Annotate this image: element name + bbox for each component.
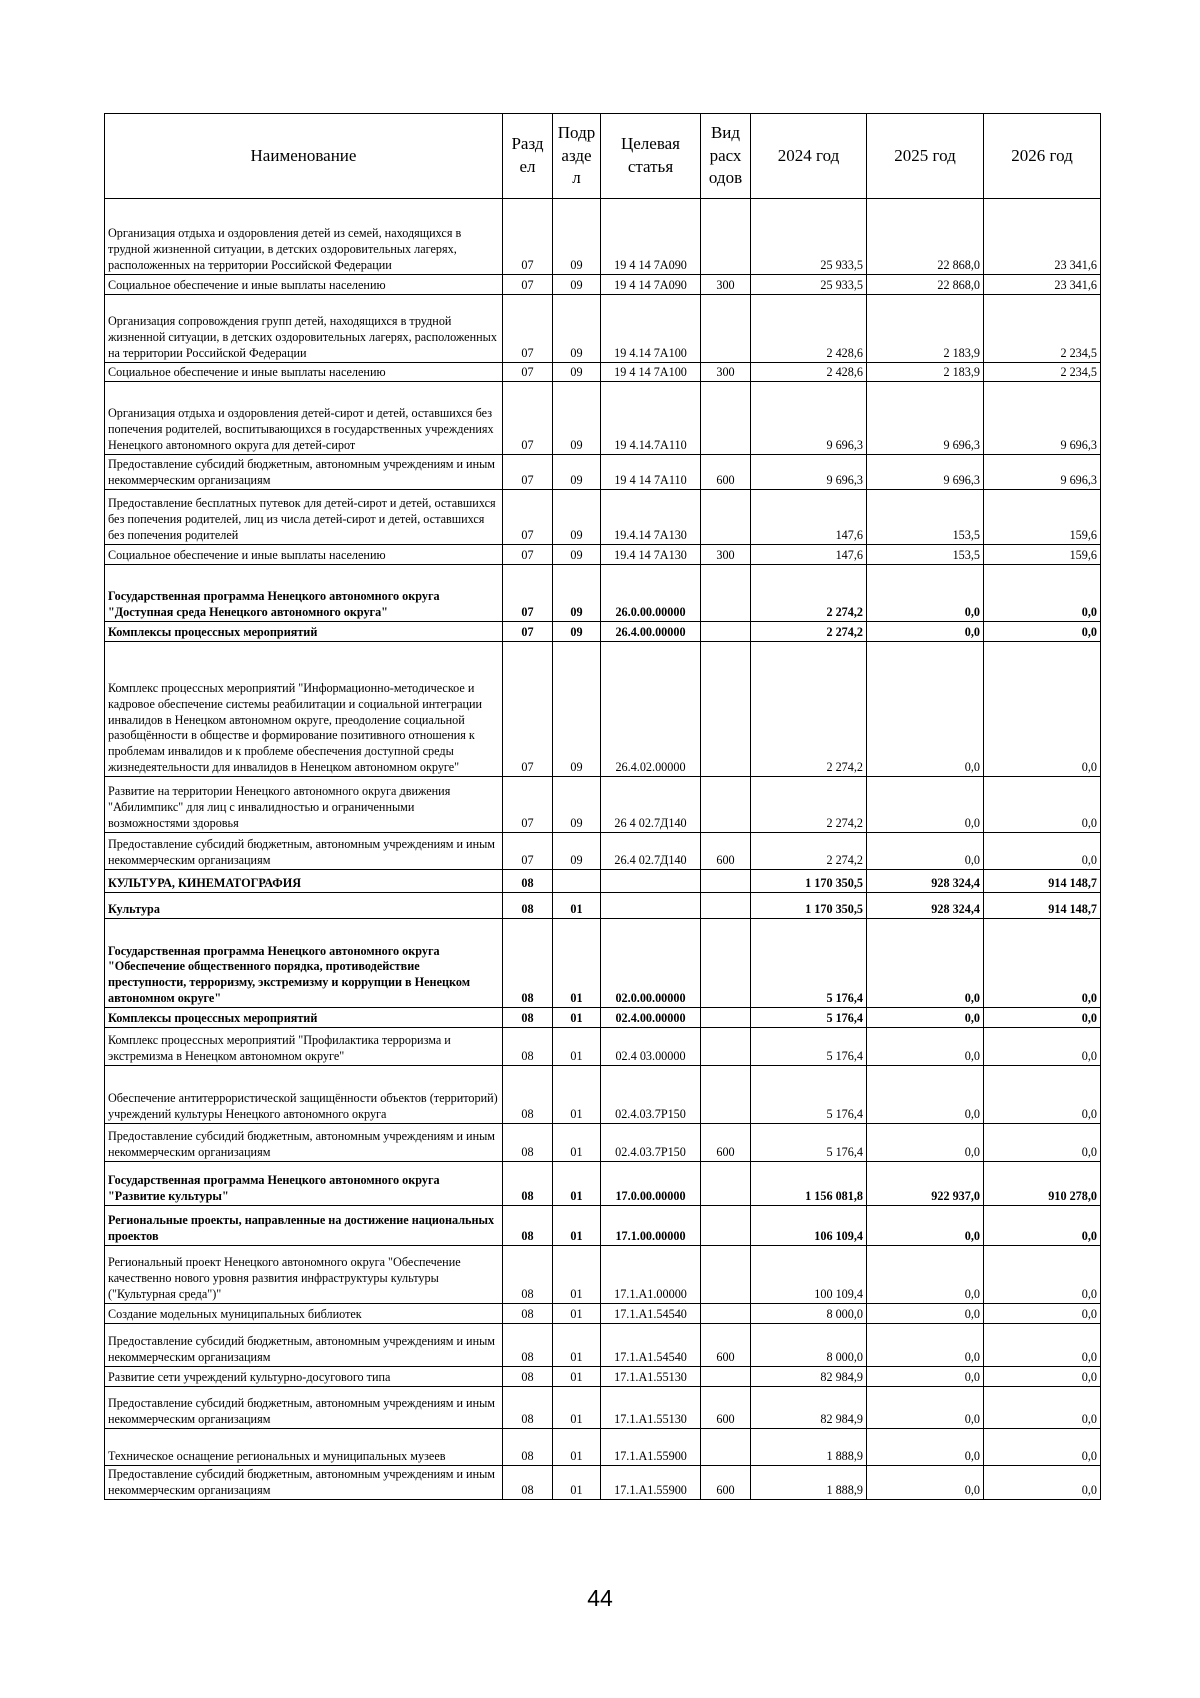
row-razdel: 08 bbox=[503, 1246, 553, 1304]
row-name: Региональные проекты, направленные на достижение национальных проектов bbox=[105, 1206, 503, 1246]
header-podrazdel: Подр азде л bbox=[553, 114, 601, 199]
row-razdel: 07 bbox=[503, 490, 553, 545]
row-razdel: 07 bbox=[503, 199, 553, 275]
row-vid-rashodov: 600 bbox=[701, 1387, 751, 1429]
row-2024: 1 170 350,5 bbox=[751, 870, 867, 893]
row-podrazdel: 01 bbox=[553, 1367, 601, 1387]
row-2025: 0,0 bbox=[867, 1206, 984, 1246]
row-celevaya-statya: 17.1.А1.55130 bbox=[601, 1387, 701, 1429]
row-vid-rashodov: 600 bbox=[701, 833, 751, 870]
row-podrazdel: 01 bbox=[553, 1466, 601, 1500]
row-celevaya-statya: 19 4 14 7А100 bbox=[601, 363, 701, 382]
row-celevaya-statya: 19 4 14 7А090 bbox=[601, 275, 701, 295]
table-row bbox=[105, 363, 1101, 382]
row-razdel: 08 bbox=[503, 1367, 553, 1387]
row-vid-rashodov bbox=[701, 777, 751, 833]
table-row bbox=[105, 455, 1101, 490]
row-razdel: 07 bbox=[503, 622, 553, 642]
row-name: Комплексы процессных мероприятий bbox=[105, 622, 503, 642]
row-2025: 0,0 bbox=[867, 777, 984, 833]
row-2025: 0,0 bbox=[867, 565, 984, 622]
row-podrazdel: 09 bbox=[553, 382, 601, 455]
row-2025: 2 183,9 bbox=[867, 295, 984, 363]
row-vid-rashodov bbox=[701, 893, 751, 919]
row-celevaya-statya: 17.1.А1.55130 bbox=[601, 1367, 701, 1387]
row-name: Предоставление субсидий бюджетным, автономным учреждениям и иным некоммерческим организациям bbox=[105, 1124, 503, 1162]
row-podrazdel: 09 bbox=[553, 363, 601, 382]
row-name: Комплекс процессных мероприятий "Профилактика терроризма и экстремизма в Ненецком автономном округе" bbox=[105, 1028, 503, 1066]
row-celevaya-statya: 17.1.А1.55900 bbox=[601, 1466, 701, 1500]
row-podrazdel bbox=[553, 870, 601, 893]
row-2024: 2 428,6 bbox=[751, 363, 867, 382]
row-vid-rashodov bbox=[701, 490, 751, 545]
row-podrazdel: 01 bbox=[553, 1246, 601, 1304]
row-2024: 8 000,0 bbox=[751, 1324, 867, 1367]
row-celevaya-statya: 26 4 02.7Д140 bbox=[601, 777, 701, 833]
row-name: Культура bbox=[105, 893, 503, 919]
row-2025: 0,0 bbox=[867, 1466, 984, 1500]
header-razdel: Разд ел bbox=[503, 114, 553, 199]
row-2024: 2 274,2 bbox=[751, 833, 867, 870]
row-vid-rashodov bbox=[701, 382, 751, 455]
row-name: Предоставление субсидий бюджетным, автономным учреждениям и иным некоммерческим организациям bbox=[105, 1324, 503, 1367]
row-podrazdel: 01 bbox=[553, 1206, 601, 1246]
row-name: КУЛЬТУРА, КИНЕМАТОГРАФИЯ bbox=[105, 870, 503, 893]
row-2025: 0,0 bbox=[867, 919, 984, 1008]
header-vid-rashodov: Вид расх одов bbox=[701, 114, 751, 199]
row-celevaya-statya: 19 4.14.7А110 bbox=[601, 382, 701, 455]
table-row bbox=[105, 893, 1101, 919]
row-name: Государственная программа Ненецкого автономного округа "Развитие культуры" bbox=[105, 1162, 503, 1206]
row-podrazdel: 09 bbox=[553, 777, 601, 833]
row-name: Предоставление субсидий бюджетным, автономным учреждениям и иным некоммерческим организациям bbox=[105, 455, 503, 490]
row-celevaya-statya: 17.1.А1.55900 bbox=[601, 1429, 701, 1466]
row-2026: 0,0 bbox=[984, 622, 1101, 642]
row-2026: 9 696,3 bbox=[984, 455, 1101, 490]
row-2025: 0,0 bbox=[867, 1387, 984, 1429]
row-2024: 2 274,2 bbox=[751, 642, 867, 777]
table-row bbox=[105, 1246, 1101, 1304]
row-2024: 1 170 350,5 bbox=[751, 893, 867, 919]
row-celevaya-statya: 26.4.02.00000 bbox=[601, 642, 701, 777]
row-2024: 106 109,4 bbox=[751, 1206, 867, 1246]
row-celevaya-statya: 26.4.00.00000 bbox=[601, 622, 701, 642]
row-vid-rashodov bbox=[701, 1206, 751, 1246]
row-razdel: 07 bbox=[503, 642, 553, 777]
row-2026: 0,0 bbox=[984, 1324, 1101, 1367]
row-vid-rashodov bbox=[701, 199, 751, 275]
row-2026: 0,0 bbox=[984, 1028, 1101, 1066]
row-name: Комплексы процессных мероприятий bbox=[105, 1008, 503, 1028]
row-name: Развитие на территории Ненецкого автономного округа движения "Абилимпикс" для лиц с инвалидностью и ограниченными возможностями здоровья bbox=[105, 777, 503, 833]
row-2024: 82 984,9 bbox=[751, 1387, 867, 1429]
row-2025: 153,5 bbox=[867, 545, 984, 565]
header-celevaya-statya: Целевая статья bbox=[601, 114, 701, 199]
row-name: Развитие сети учреждений культурно-досугового типа bbox=[105, 1367, 503, 1387]
row-2026: 23 341,6 bbox=[984, 199, 1101, 275]
row-razdel: 08 bbox=[503, 919, 553, 1008]
row-2026: 0,0 bbox=[984, 1008, 1101, 1028]
table-row bbox=[105, 1206, 1101, 1246]
row-2025: 0,0 bbox=[867, 833, 984, 870]
table-row bbox=[105, 1008, 1101, 1028]
row-celevaya-statya: 19 4 14 7А110 bbox=[601, 455, 701, 490]
row-name: Социальное обеспечение и иные выплаты населению bbox=[105, 275, 503, 295]
row-name: Организация отдыха и оздоровления детей-сирот и детей, оставшихся без попечения родителей, воспитывающихся в государственных учреждениях Ненецкого автономного округа для детей-сирот bbox=[105, 382, 503, 455]
row-razdel: 08 bbox=[503, 1429, 553, 1466]
row-name: Организация сопровождения групп детей, находящихся в трудной жизненной ситуации, в детских оздоровительных лагерях, расположенных на территории Российской Федерации bbox=[105, 295, 503, 363]
row-2024: 5 176,4 bbox=[751, 1124, 867, 1162]
row-2025: 0,0 bbox=[867, 1304, 984, 1324]
row-name: Организация отдыха и оздоровления детей из семей, находящихся в трудной жизненной ситуации, в детских оздоровительных лагерях, расположенных на территории Российской Федерации bbox=[105, 199, 503, 275]
row-name: Комплекс процессных мероприятий "Информационно-методическое и кадровое обеспечение системы реабилитации и социальной интеграции инвалидов в Ненецком автономном округе, преодоление социальной разобщённости в обществе и формирование позитивного отношения к проблемам инвалидов и к проблеме обеспечения доступной среды жизнедеятельности для инвалидов в Ненецком автономном округе" bbox=[105, 642, 503, 777]
row-podrazdel: 01 bbox=[553, 1429, 601, 1466]
row-razdel: 07 bbox=[503, 545, 553, 565]
row-celevaya-statya: 17.0.00.00000 bbox=[601, 1162, 701, 1206]
row-razdel: 07 bbox=[503, 777, 553, 833]
row-2025: 0,0 bbox=[867, 1246, 984, 1304]
row-celevaya-statya: 26.4 02.7Д140 bbox=[601, 833, 701, 870]
row-razdel: 08 bbox=[503, 1124, 553, 1162]
row-razdel: 07 bbox=[503, 565, 553, 622]
table-row bbox=[105, 777, 1101, 833]
row-vid-rashodov: 600 bbox=[701, 455, 751, 490]
row-2024: 2 274,2 bbox=[751, 565, 867, 622]
row-name: Предоставление субсидий бюджетным, автономным учреждениям и иным некоммерческим организациям bbox=[105, 1466, 503, 1500]
row-celevaya-statya: 02.4.03.7Р150 bbox=[601, 1066, 701, 1124]
row-2024: 9 696,3 bbox=[751, 382, 867, 455]
row-celevaya-statya: 19.4.14 7А130 bbox=[601, 490, 701, 545]
budget-table bbox=[104, 113, 1101, 1500]
row-2026: 914 148,7 bbox=[984, 870, 1101, 893]
table-row bbox=[105, 870, 1101, 893]
header-row bbox=[105, 114, 1101, 199]
row-celevaya-statya: 02.4.00.00000 bbox=[601, 1008, 701, 1028]
row-razdel: 08 bbox=[503, 1466, 553, 1500]
row-name: Предоставление субсидий бюджетным, автономным учреждениям и иным некоммерческим организациям bbox=[105, 1387, 503, 1429]
table-row bbox=[105, 622, 1101, 642]
row-razdel: 08 bbox=[503, 1066, 553, 1124]
row-2025: 22 868,0 bbox=[867, 199, 984, 275]
header-2024: 2024 год bbox=[751, 114, 867, 199]
row-celevaya-statya: 19 4.14 7А100 bbox=[601, 295, 701, 363]
row-2026: 0,0 bbox=[984, 919, 1101, 1008]
table-row bbox=[105, 1028, 1101, 1066]
row-vid-rashodov bbox=[701, 1429, 751, 1466]
row-2025: 0,0 bbox=[867, 1066, 984, 1124]
table-row bbox=[105, 382, 1101, 455]
row-vid-rashodov bbox=[701, 870, 751, 893]
row-name: Государственная программа Ненецкого автономного округа "Обеспечение общественного порядка, противодействие преступности, терроризму, экстремизму и коррупции в Ненецком автономном округе" bbox=[105, 919, 503, 1008]
row-2026: 2 234,5 bbox=[984, 363, 1101, 382]
row-vid-rashodov bbox=[701, 1028, 751, 1066]
row-razdel: 07 bbox=[503, 363, 553, 382]
row-vid-rashodov bbox=[701, 622, 751, 642]
row-celevaya-statya: 19.4 14 7А130 bbox=[601, 545, 701, 565]
row-podrazdel: 09 bbox=[553, 545, 601, 565]
row-2025: 153,5 bbox=[867, 490, 984, 545]
row-2025: 9 696,3 bbox=[867, 455, 984, 490]
row-2024: 2 274,2 bbox=[751, 777, 867, 833]
row-vid-rashodov bbox=[701, 1304, 751, 1324]
row-2024: 5 176,4 bbox=[751, 919, 867, 1008]
row-2024: 9 696,3 bbox=[751, 455, 867, 490]
row-celevaya-statya: 17.1.А1.54540 bbox=[601, 1304, 701, 1324]
table-row bbox=[105, 1304, 1101, 1324]
row-vid-rashodov bbox=[701, 1162, 751, 1206]
row-podrazdel: 09 bbox=[553, 642, 601, 777]
row-2025: 0,0 bbox=[867, 622, 984, 642]
row-2025: 2 183,9 bbox=[867, 363, 984, 382]
row-vid-rashodov bbox=[701, 919, 751, 1008]
row-podrazdel: 09 bbox=[553, 565, 601, 622]
row-2025: 22 868,0 bbox=[867, 275, 984, 295]
row-celevaya-statya bbox=[601, 893, 701, 919]
row-2026: 0,0 bbox=[984, 1429, 1101, 1466]
row-name: Предоставление бесплатных путевок для детей-сирот и детей, оставшихся без попечения родителей, лиц из числа детей-сирот и детей, оставшихся без попечения родителей bbox=[105, 490, 503, 545]
row-2026: 0,0 bbox=[984, 1304, 1101, 1324]
row-razdel: 08 bbox=[503, 1206, 553, 1246]
row-2025: 0,0 bbox=[867, 1124, 984, 1162]
row-2024: 147,6 bbox=[751, 545, 867, 565]
row-podrazdel: 09 bbox=[553, 199, 601, 275]
row-vid-rashodov: 600 bbox=[701, 1124, 751, 1162]
header-2026: 2026 год bbox=[984, 114, 1101, 199]
row-2025: 0,0 bbox=[867, 642, 984, 777]
table-row bbox=[105, 1124, 1101, 1162]
row-2025: 9 696,3 bbox=[867, 382, 984, 455]
table-row bbox=[105, 490, 1101, 545]
row-2024: 147,6 bbox=[751, 490, 867, 545]
row-podrazdel: 09 bbox=[553, 275, 601, 295]
row-vid-rashodov: 600 bbox=[701, 1324, 751, 1367]
row-vid-rashodov bbox=[701, 1367, 751, 1387]
row-2024: 5 176,4 bbox=[751, 1008, 867, 1028]
table-row bbox=[105, 1387, 1101, 1429]
row-razdel: 08 bbox=[503, 1387, 553, 1429]
row-2026: 0,0 bbox=[984, 1206, 1101, 1246]
table-body bbox=[105, 199, 1101, 1500]
row-vid-rashodov bbox=[701, 565, 751, 622]
row-2026: 914 148,7 bbox=[984, 893, 1101, 919]
row-razdel: 07 bbox=[503, 455, 553, 490]
row-2024: 2 428,6 bbox=[751, 295, 867, 363]
row-razdel: 07 bbox=[503, 275, 553, 295]
row-2026: 23 341,6 bbox=[984, 275, 1101, 295]
row-2026: 9 696,3 bbox=[984, 382, 1101, 455]
row-celevaya-statya: 19 4 14 7А090 bbox=[601, 199, 701, 275]
row-2025: 0,0 bbox=[867, 1367, 984, 1387]
row-podrazdel: 01 bbox=[553, 1387, 601, 1429]
row-2024: 100 109,4 bbox=[751, 1246, 867, 1304]
row-name: Техническое оснащение региональных и муниципальных музеев bbox=[105, 1429, 503, 1466]
row-2026: 0,0 bbox=[984, 642, 1101, 777]
table-row bbox=[105, 295, 1101, 363]
row-2024: 1 156 081,8 bbox=[751, 1162, 867, 1206]
row-podrazdel: 09 bbox=[553, 455, 601, 490]
row-2026: 0,0 bbox=[984, 1387, 1101, 1429]
row-2025: 922 937,0 bbox=[867, 1162, 984, 1206]
table-row bbox=[105, 642, 1101, 777]
row-name: Создание модельных муниципальных библиотек bbox=[105, 1304, 503, 1324]
row-celevaya-statya: 02.0.00.00000 bbox=[601, 919, 701, 1008]
row-name: Социальное обеспечение и иные выплаты населению bbox=[105, 545, 503, 565]
row-celevaya-statya: 17.1.А1.54540 bbox=[601, 1324, 701, 1367]
row-podrazdel: 01 bbox=[553, 1028, 601, 1066]
row-2024: 8 000,0 bbox=[751, 1304, 867, 1324]
row-2026: 910 278,0 bbox=[984, 1162, 1101, 1206]
table-row bbox=[105, 1162, 1101, 1206]
row-razdel: 07 bbox=[503, 833, 553, 870]
row-2025: 0,0 bbox=[867, 1028, 984, 1066]
row-podrazdel: 01 bbox=[553, 919, 601, 1008]
row-2024: 5 176,4 bbox=[751, 1066, 867, 1124]
row-celevaya-statya: 02.4.03.7Р150 bbox=[601, 1124, 701, 1162]
row-celevaya-statya: 17.1.А1.00000 bbox=[601, 1246, 701, 1304]
row-razdel: 07 bbox=[503, 295, 553, 363]
row-name: Государственная программа Ненецкого автономного округа "Доступная среда Ненецкого автономного округа" bbox=[105, 565, 503, 622]
table-row bbox=[105, 565, 1101, 622]
row-vid-rashodov bbox=[701, 1246, 751, 1304]
row-podrazdel: 01 bbox=[553, 1066, 601, 1124]
row-2025: 0,0 bbox=[867, 1429, 984, 1466]
row-vid-rashodov: 300 bbox=[701, 545, 751, 565]
row-2024: 25 933,5 bbox=[751, 199, 867, 275]
row-vid-rashodov: 600 bbox=[701, 1466, 751, 1500]
row-podrazdel: 01 bbox=[553, 1304, 601, 1324]
row-podrazdel: 09 bbox=[553, 622, 601, 642]
row-podrazdel: 01 bbox=[553, 1324, 601, 1367]
table-row bbox=[105, 1066, 1101, 1124]
row-name: Региональный проект Ненецкого автономного округа "Обеспечение качественно нового уровня развития инфраструктуры культуры ("Культурная среда")" bbox=[105, 1246, 503, 1304]
row-2024: 2 274,2 bbox=[751, 622, 867, 642]
row-name: Обеспечение антитеррористической защищённости объектов (территорий) учреждений культуры Ненецкого автономного округа bbox=[105, 1066, 503, 1124]
row-2026: 0,0 bbox=[984, 1066, 1101, 1124]
row-razdel: 08 bbox=[503, 1028, 553, 1066]
row-2026: 0,0 bbox=[984, 1367, 1101, 1387]
row-2026: 159,6 bbox=[984, 490, 1101, 545]
row-celevaya-statya: 26.0.00.00000 bbox=[601, 565, 701, 622]
table-row bbox=[105, 919, 1101, 1008]
row-2025: 928 324,4 bbox=[867, 893, 984, 919]
row-2026: 0,0 bbox=[984, 833, 1101, 870]
row-razdel: 08 bbox=[503, 1304, 553, 1324]
header-name: Наименование bbox=[105, 114, 503, 199]
table-row bbox=[105, 199, 1101, 275]
row-podrazdel: 01 bbox=[553, 1162, 601, 1206]
row-2024: 1 888,9 bbox=[751, 1466, 867, 1500]
row-2024: 82 984,9 bbox=[751, 1367, 867, 1387]
row-name: Социальное обеспечение и иные выплаты населению bbox=[105, 363, 503, 382]
table-row bbox=[105, 833, 1101, 870]
row-razdel: 08 bbox=[503, 1324, 553, 1367]
row-vid-rashodov bbox=[701, 1008, 751, 1028]
row-2026: 2 234,5 bbox=[984, 295, 1101, 363]
table-row bbox=[105, 545, 1101, 565]
row-podrazdel: 09 bbox=[553, 490, 601, 545]
row-razdel: 08 bbox=[503, 870, 553, 893]
table-row bbox=[105, 1367, 1101, 1387]
row-celevaya-statya bbox=[601, 870, 701, 893]
row-2026: 0,0 bbox=[984, 777, 1101, 833]
row-2026: 0,0 bbox=[984, 1124, 1101, 1162]
table-row bbox=[105, 1466, 1101, 1500]
row-name: Предоставление субсидий бюджетным, автономным учреждениям и иным некоммерческим организациям bbox=[105, 833, 503, 870]
row-celevaya-statya: 02.4 03.00000 bbox=[601, 1028, 701, 1066]
row-razdel: 08 bbox=[503, 1162, 553, 1206]
row-2026: 159,6 bbox=[984, 545, 1101, 565]
row-2025: 928 324,4 bbox=[867, 870, 984, 893]
row-podrazdel: 01 bbox=[553, 893, 601, 919]
row-celevaya-statya: 17.1.00.00000 bbox=[601, 1206, 701, 1246]
row-podrazdel: 09 bbox=[553, 833, 601, 870]
row-razdel: 07 bbox=[503, 382, 553, 455]
row-vid-rashodov bbox=[701, 295, 751, 363]
row-2026: 0,0 bbox=[984, 565, 1101, 622]
row-2024: 1 888,9 bbox=[751, 1429, 867, 1466]
table-row bbox=[105, 1324, 1101, 1367]
row-podrazdel: 01 bbox=[553, 1008, 601, 1028]
row-razdel: 08 bbox=[503, 893, 553, 919]
row-2026: 0,0 bbox=[984, 1246, 1101, 1304]
row-2024: 5 176,4 bbox=[751, 1028, 867, 1066]
row-vid-rashodov: 300 bbox=[701, 275, 751, 295]
row-2025: 0,0 bbox=[867, 1008, 984, 1028]
row-2024: 25 933,5 bbox=[751, 275, 867, 295]
row-vid-rashodov: 300 bbox=[701, 363, 751, 382]
row-vid-rashodov bbox=[701, 642, 751, 777]
table-row bbox=[105, 1429, 1101, 1466]
row-2026: 0,0 bbox=[984, 1466, 1101, 1500]
row-razdel: 08 bbox=[503, 1008, 553, 1028]
row-vid-rashodov bbox=[701, 1066, 751, 1124]
header-2025: 2025 год bbox=[867, 114, 984, 199]
row-podrazdel: 09 bbox=[553, 295, 601, 363]
table-row bbox=[105, 275, 1101, 295]
page-number: 44 bbox=[587, 1585, 613, 1611]
row-2025: 0,0 bbox=[867, 1324, 984, 1367]
row-podrazdel: 01 bbox=[553, 1124, 601, 1162]
